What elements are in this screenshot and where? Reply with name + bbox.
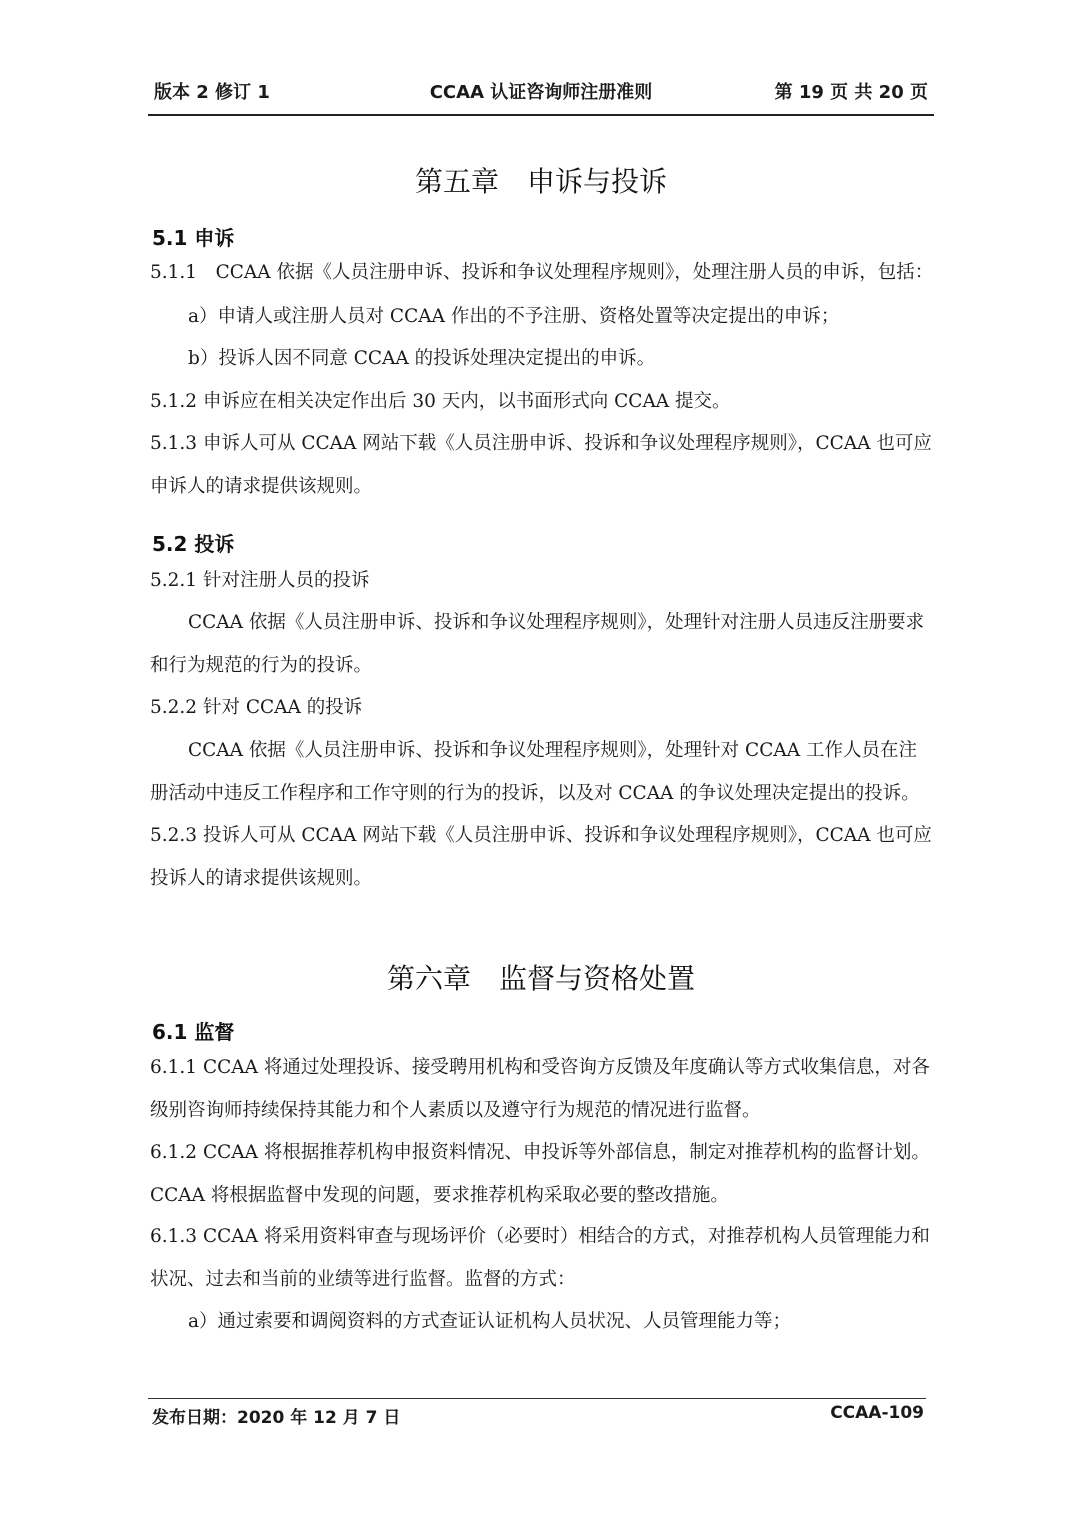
page-header [150, 78, 932, 102]
list-item-5-1-1-b: b）投诉人因不同意 CCAA 的投诉处理决定提出的申诉。 [188, 348, 656, 369]
paragraph-5-1-3: 5.1.3 申诉人可从 CCAA 网站下载《人员注册申诉、投诉和争议处理程序规则》，CCAA 也可应申诉人的请求提供该规则。 [150, 433, 932, 497]
footer-document-code: CCAA-109 [830, 1403, 924, 1423]
paragraph-5-1-1: 5.1.1 CCAA 依据《人员注册申诉、投诉和争议处理程序规则》，处理注册人员的申诉，包括： [150, 262, 934, 283]
header-version: 版本 2 修订 1 [154, 82, 270, 103]
footer-divider [148, 1398, 926, 1399]
chapter-5-title: 第五章 申诉与投诉 [414, 165, 667, 198]
header-page-number: 第 19 页 共 20 页 [774, 82, 928, 103]
header-title: CCAA 认证咨询师注册准则 [429, 82, 653, 103]
paragraph-5-2-1-title: 5.2.1 针对注册人员的投诉 [150, 570, 370, 591]
section-5-2-heading: 5.2 投诉 [152, 532, 235, 556]
paragraph-5-2-1-body: CCAA 依据《人员注册申诉、投诉和争议处理程序规则》，处理针对注册人员违反注册要求和行为规范的行为的投诉。 [150, 612, 925, 676]
header-divider [148, 114, 934, 116]
paragraph-6-1-1: 6.1.1 CCAA 将通过处理投诉、接受聘用机构和受咨询方反馈及年度确认等方式收集信息，对各级别咨询师持续保持其能力和个人素质以及遵守行为规范的情况进行监督。 [150, 1057, 930, 1121]
paragraph-6-1-3: 6.1.3 CCAA 将采用资料审查与现场评价（必要时）相结合的方式，对推荐机构人员管理能力和状况、过去和当前的业绩等进行监督。监督的方式： [150, 1226, 930, 1290]
section-6-1-heading: 6.1 监督 [152, 1020, 235, 1044]
paragraph-5-2-3: 5.2.3 投诉人可从 CCAA 网站下载《人员注册申诉、投诉和争议处理程序规则》，CCAA 也可应投诉人的请求提供该规则。 [150, 825, 932, 889]
section-5-1-heading: 5.1 申诉 [152, 226, 235, 250]
paragraph-6-1-2: 6.1.2 CCAA 将根据推荐机构申报资料情况、申投诉等外部信息，制定对推荐机构的监督计划。CCAA 将根据监督中发现的问题，要求推荐机构采取必要的整改措施。 [150, 1142, 930, 1206]
paragraph-5-2-2-body: CCAA 依据《人员注册申诉、投诉和争议处理程序规则》，处理针对 CCAA 工作人员在注册活动中违反工作程序和工作守则的行为的投诉，以及对 CCAA 的争议处理决定提出的投诉。 [150, 740, 920, 804]
paragraph-5-2-2-title: 5.2.2 针对 CCAA 的投诉 [150, 697, 363, 718]
chapter-6-title: 第六章 监督与资格处置 [386, 962, 695, 995]
footer-publish-date: 发布日期：2020 年 12 月 7 日 [152, 1408, 401, 1428]
page-footer [152, 1403, 924, 1427]
list-item-6-1-3-a: a）通过索要和调阅资料的方式查证认证机构人员状况、人员管理能力等； [188, 1311, 792, 1332]
paragraph-5-1-2: 5.1.2 申诉应在相关决定作出后 30 天内，以书面形式向 CCAA 提交。 [150, 391, 731, 412]
list-item-5-1-1-a: a）申请人或注册人员对 CCAA 作出的不予注册、资格处置等决定提出的申诉； [188, 306, 840, 327]
